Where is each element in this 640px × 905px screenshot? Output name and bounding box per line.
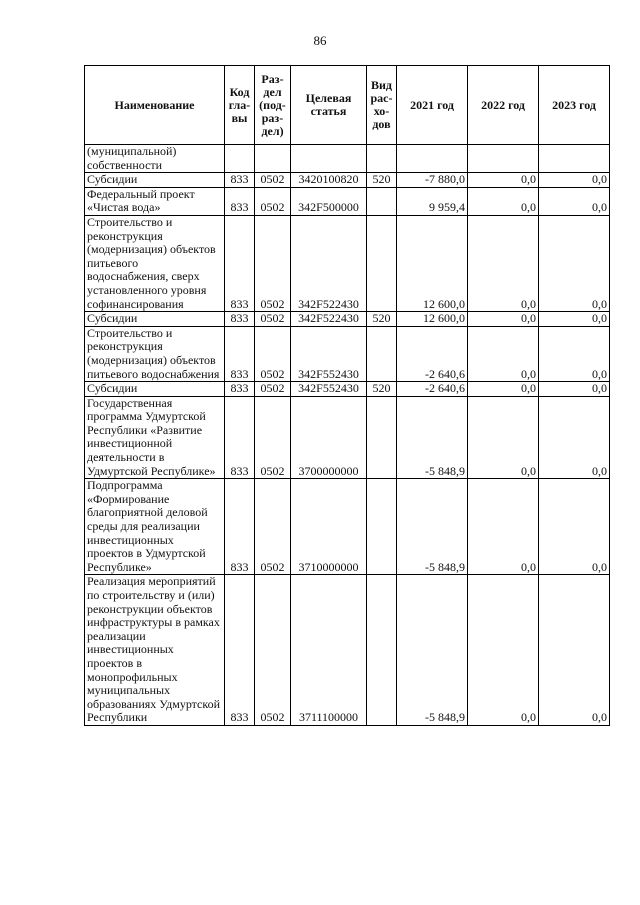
cell-2023: 0,0 [539,215,610,311]
cell-2021: -7 880,0 [397,173,468,188]
cell-code [225,145,255,173]
header-2023: 2023 год [539,66,610,145]
cell-article: 3710000000 [291,479,367,575]
cell-kind [367,187,397,215]
header-article: Целевая статья [291,66,367,145]
cell-kind [367,575,397,726]
cell-code: 833 [225,173,255,188]
cell-section: 0502 [255,575,291,726]
cell-code: 833 [225,382,255,397]
cell-code: 833 [225,396,255,479]
cell-section: 0502 [255,479,291,575]
table-row [85,382,610,397]
cell-kind: 520 [367,173,397,188]
cell-name: Реализация мероприятий по строительству и (или) реконструкции объектов инфраструктуры в рамках реализации инвестиционных проектов в монопрофильных муниципальных образованиях Удмуртской Республики [85,575,225,726]
cell-article: 342F522430 [291,312,367,327]
header-2021: 2021 год [397,66,468,145]
cell-section: 0502 [255,382,291,397]
cell-kind: 520 [367,382,397,397]
cell-article: 342F500000 [291,187,367,215]
cell-name: (муниципальной) собственности [85,145,225,173]
cell-name: Субсидии [85,382,225,397]
cell-2021: -5 848,9 [397,479,468,575]
cell-name: Строительство и реконструкция (модернизация) объектов питьевого водоснабжения [85,326,225,381]
cell-2022: 0,0 [468,326,539,381]
cell-article: 3420100820 [291,173,367,188]
cell-2022: 0,0 [468,382,539,397]
table-row [85,396,610,479]
table-row [85,575,610,726]
cell-2023: 0,0 [539,187,610,215]
cell-2023: 0,0 [539,479,610,575]
cell-2022: 0,0 [468,479,539,575]
cell-2021: 9 959,4 [397,187,468,215]
table-row [85,326,610,381]
cell-2021: -5 848,9 [397,396,468,479]
cell-2021: 12 600,0 [397,312,468,327]
cell-kind [367,326,397,381]
cell-2022: 0,0 [468,187,539,215]
cell-section [255,145,291,173]
table-row [85,145,610,173]
cell-kind: 520 [367,312,397,327]
cell-2023: 0,0 [539,382,610,397]
table-row [85,479,610,575]
cell-2022 [468,145,539,173]
cell-article: 3700000000 [291,396,367,479]
cell-kind [367,479,397,575]
header-section: Раз-дел (под-раз-дел) [255,66,291,145]
cell-article: 342F522430 [291,215,367,311]
cell-kind [367,215,397,311]
cell-section: 0502 [255,326,291,381]
page-number: 86 [313,33,327,48]
header-code: Код гла-вы [225,66,255,145]
table-row [85,215,610,311]
cell-article: 3711100000 [291,575,367,726]
cell-2023: 0,0 [539,312,610,327]
header-2022: 2022 год [468,66,539,145]
cell-2023: 0,0 [539,173,610,188]
budget-table [84,65,610,726]
header-row [85,66,610,145]
cell-2023: 0,0 [539,326,610,381]
cell-name: Государственная программа Удмуртской Республики «Развитие инвестиционной деятельности в Удмуртской Республике» [85,396,225,479]
cell-name: Субсидии [85,173,225,188]
cell-kind [367,396,397,479]
cell-2022: 0,0 [468,215,539,311]
cell-section: 0502 [255,215,291,311]
cell-code: 833 [225,575,255,726]
cell-2021: -2 640,6 [397,326,468,381]
cell-2022: 0,0 [468,575,539,726]
cell-kind [367,145,397,173]
cell-2023: 0,0 [539,575,610,726]
cell-2021: -2 640,6 [397,382,468,397]
header-kind: Вид рас-хо-дов [367,66,397,145]
cell-name: Субсидии [85,312,225,327]
table-row [85,187,610,215]
header-name: Наименование [85,66,225,145]
cell-section: 0502 [255,312,291,327]
cell-code: 833 [225,312,255,327]
cell-2022: 0,0 [468,396,539,479]
cell-section: 0502 [255,173,291,188]
cell-code: 833 [225,326,255,381]
cell-name: Федеральный проект «Чистая вода» [85,187,225,215]
cell-code: 833 [225,215,255,311]
cell-name: Подпрограмма «Формирование благоприятной деловой среды для реализации инвестиционных проектов в Удмуртской Республике» [85,479,225,575]
cell-article: 342F552430 [291,382,367,397]
cell-name: Строительство и реконструкция (модернизация) объектов питьевого водоснабжения, сверх установленного уровня софинансирования [85,215,225,311]
cell-code: 833 [225,187,255,215]
cell-section: 0502 [255,396,291,479]
cell-2021: 12 600,0 [397,215,468,311]
cell-2023: 0,0 [539,396,610,479]
cell-section: 0502 [255,187,291,215]
cell-article: 342F552430 [291,326,367,381]
cell-2021 [397,145,468,173]
table-row [85,173,610,188]
cell-article [291,145,367,173]
cell-2022: 0,0 [468,173,539,188]
cell-code: 833 [225,479,255,575]
cell-2022: 0,0 [468,312,539,327]
cell-2021: -5 848,9 [397,575,468,726]
cell-2023 [539,145,610,173]
table-row [85,312,610,327]
